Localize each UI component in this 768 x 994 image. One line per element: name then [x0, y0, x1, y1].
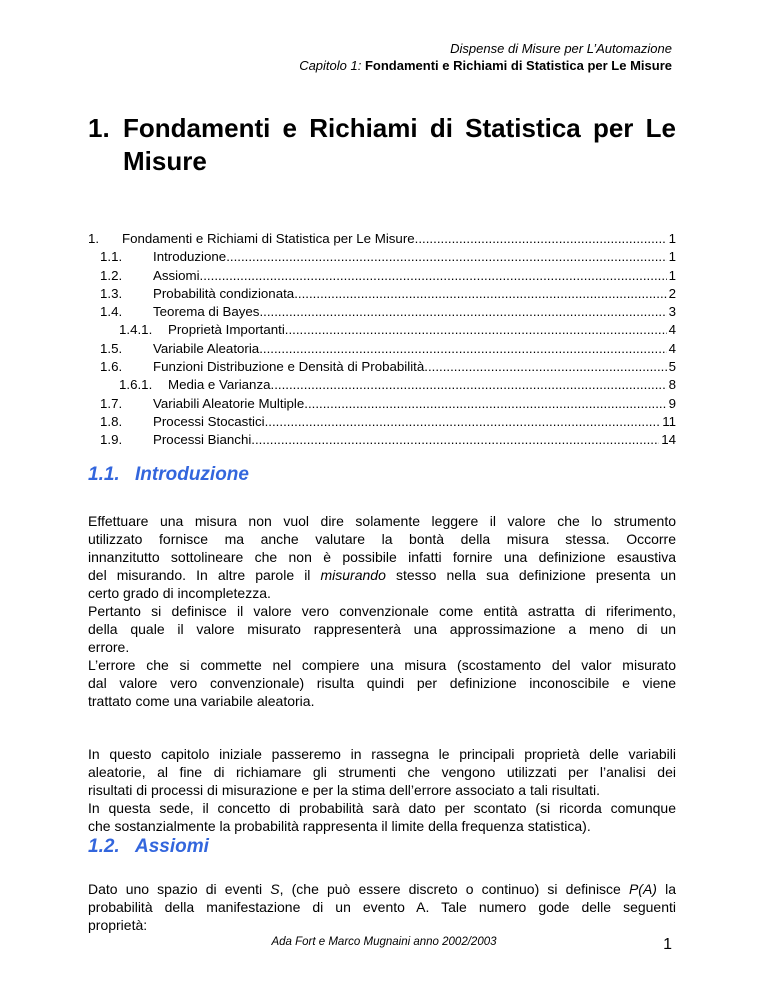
toc-page: 11 — [662, 413, 676, 429]
text-line: utilizzato fornisce ma anche valutare la bontà della misura stessa. Occorre — [88, 531, 676, 547]
text-line: Effettuare una misura non vuol dire solamente leggere il valore che lo strumento — [88, 513, 676, 529]
running-header — [299, 40, 672, 74]
toc-number: 1.1. — [100, 249, 123, 265]
toc-entry[interactable] — [88, 414, 676, 432]
toc-entry[interactable] — [88, 341, 676, 359]
toc-title: Variabili Aleatorie Multiple — [153, 395, 305, 411]
text-line: certo grado di incompletezza. — [88, 585, 271, 601]
toc-entry[interactable] — [88, 231, 676, 249]
toc-page: 2 — [668, 285, 676, 301]
text-line: In questo capitolo iniziale passeremo in rassegna le principali proprietà delle variabili — [88, 746, 676, 762]
toc-number: 1.5. — [100, 340, 123, 356]
text-line: Pertanto si definisce il valore vero convenzionale come entità astratta di riferimento, — [88, 603, 676, 619]
toc-entry[interactable] — [88, 396, 676, 414]
text-line: che sostanzialmente la probabilità rappresenta il limite della frequenza statistica). — [88, 818, 591, 834]
text-line — [88, 566, 676, 584]
text-run: stesso nella sua definizione presenta un — [385, 567, 676, 583]
toc-number: 1.7. — [100, 395, 123, 411]
toc-entry[interactable] — [88, 286, 676, 304]
emphasis-s: S — [270, 881, 280, 897]
toc-page: 1 — [668, 249, 676, 265]
chapter-number: 1. — [88, 113, 110, 143]
toc-leader — [415, 231, 667, 246]
toc-leader — [259, 341, 666, 356]
text-line: aleatorie, al fine di richiamare gli strumenti che vengono utilizzati per l’analisi dei — [88, 764, 676, 780]
toc-entry[interactable] — [88, 268, 676, 286]
toc-leader — [424, 359, 666, 374]
text-line: probabilità della manifestazione di un evento A. Tale numero gode delle seguenti — [88, 899, 676, 915]
toc-entry[interactable] — [88, 304, 676, 322]
text-line: trattato come una variabile aleatoria. — [88, 693, 315, 709]
course-title: Dispense di Misure per L’Automazione — [450, 41, 672, 56]
toc-title: Funzioni Distribuzione e Densità di Probabilità — [153, 359, 425, 375]
toc-page: 8 — [668, 377, 676, 393]
toc-page: 14 — [661, 432, 676, 448]
toc-title: Variabile Aleatoria — [153, 340, 260, 356]
text-line: risultati di processi di misurazione e per la stima dell’errore associato a tali risultati. — [88, 782, 600, 798]
chapter-header — [299, 57, 672, 74]
toc-page: 3 — [668, 304, 676, 320]
text-line: della quale il valore misurato rappresenterà una approssimazione a meno di un — [88, 621, 676, 637]
toc-title: Fondamenti e Richiami di Statistica per Le Misure — [122, 231, 415, 246]
section-number: 1.2. — [88, 836, 120, 857]
assiomi-paragraph — [88, 880, 676, 934]
toc-leader — [200, 268, 667, 283]
toc-title: Processi Stocastici — [153, 413, 265, 429]
toc-title: Teorema di Bayes — [153, 304, 260, 320]
toc-title: Media e Varianza — [168, 377, 271, 393]
intro-paragraph-1 — [88, 512, 676, 710]
section-title: Assiomi — [135, 836, 209, 857]
toc-page: 9 — [668, 395, 676, 411]
section-title: Introduzione — [135, 464, 249, 485]
emphasis-misurando: misurando — [320, 567, 386, 583]
toc-title: Proprietà Importanti — [168, 322, 285, 338]
toc-leader — [304, 396, 666, 411]
toc-number: 1.9. — [100, 432, 123, 448]
intro-paragraph-2 — [88, 745, 676, 835]
text-line: L’errore che si commette nel compiere una misura (scostamento del valor misurato — [88, 657, 676, 673]
toc-leader — [265, 414, 661, 429]
section-number: 1.1. — [88, 464, 120, 485]
section-heading-assiomi — [88, 836, 209, 858]
toc-leader — [294, 286, 666, 301]
toc-page: 4 — [668, 322, 676, 338]
toc-entry[interactable] — [88, 249, 676, 267]
emphasis-pa: P(A) — [628, 881, 657, 897]
text-run: la — [656, 881, 676, 897]
toc-entry[interactable] — [88, 432, 676, 450]
chapter-title — [88, 112, 676, 178]
text-line: In questa sede, il concetto di probabilità sarà dato per scontato (si ricorda comunque — [88, 800, 676, 816]
toc-leader — [226, 249, 666, 264]
toc-number: 1.6.1. — [119, 377, 153, 393]
toc-entry[interactable] — [88, 359, 676, 377]
toc-title: Introduzione — [153, 249, 227, 265]
toc-number: 1.2. — [100, 267, 123, 283]
toc-leader — [271, 377, 667, 392]
chapter-label: Capitolo 1: — [299, 58, 362, 73]
toc-title: Probabilità condizionata — [153, 285, 295, 301]
table-of-contents — [88, 231, 676, 451]
toc-leader — [259, 304, 666, 319]
toc-title: Assiomi — [153, 267, 200, 283]
toc-number: 1.4.1. — [119, 322, 153, 338]
toc-number: 1.4. — [100, 304, 123, 320]
text-line: innanzitutto sottolineare che non è possibile infatti fornire una definizione esaustiva — [88, 549, 676, 565]
text-line: dal valore vero convenzionale) risulta quindi per definizione inconoscibile e viene — [88, 675, 676, 691]
toc-title: Processi Bianchi — [153, 432, 252, 448]
toc-page: 4 — [668, 340, 676, 356]
toc-page: 1 — [668, 267, 676, 283]
text-line: proprietà: — [88, 917, 148, 933]
toc-number: 1.3. — [100, 285, 123, 301]
toc-leader — [285, 322, 667, 337]
toc-number: 1. — [88, 231, 100, 246]
toc-page: 1 — [668, 231, 676, 246]
text-line: errore. — [88, 639, 130, 655]
text-run: , (che può essere discreto o continuo) si definisce — [279, 881, 629, 897]
chapter-header-title: Fondamenti e Richiami di Statistica per Le Misure — [364, 58, 672, 73]
page-number: 1 — [663, 936, 672, 953]
toc-page: 5 — [668, 359, 676, 375]
text-run: Dato uno spazio di eventi — [88, 881, 271, 897]
toc-number: 1.6. — [100, 359, 123, 375]
toc-entry[interactable] — [88, 322, 676, 340]
toc-leader — [251, 432, 659, 447]
text-run: del misurando. In altre parole il — [88, 567, 321, 583]
text-line — [88, 880, 676, 898]
toc-number: 1.8. — [100, 413, 123, 429]
section-heading-introduzione — [88, 464, 249, 486]
toc-entry[interactable] — [88, 377, 676, 395]
chapter-title-text: Fondamenti e Richiami di Statistica per Le Misure — [123, 113, 676, 176]
page-footer: Ada Fort e Marco Mugnaini anno 2002/2003 — [271, 936, 497, 948]
